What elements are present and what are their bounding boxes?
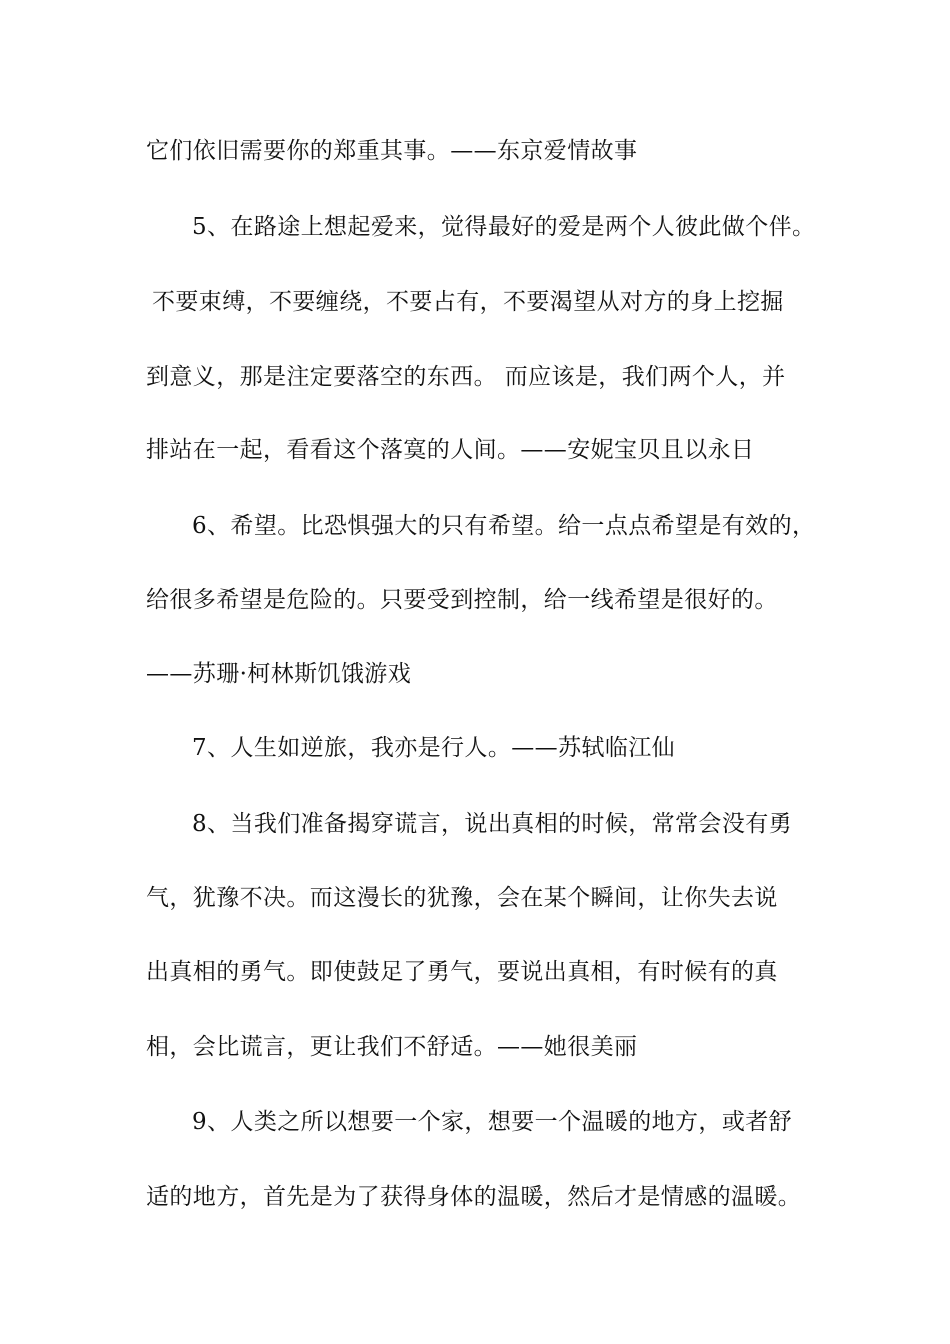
text-line: 5、在路途上想起爱来，觉得最好的爱是两个人彼此做个伴。 [192,214,816,240]
text-line: 气，犹豫不决。而这漫长的犹豫，会在某个瞬间，让你失去说 [146,885,778,911]
text-line: 8、当我们准备揭穿谎言，说出真相的时候，常常会没有勇 [192,811,793,837]
text-line: 排站在一起，看看这个落寞的人间。——安妮宝贝且以永日 [146,437,755,463]
text-line: 不要束缚，不要缠绕，不要占有，不要渴望从对方的身上挖掘 [152,289,784,315]
text-line: 到意义，那是注定要落空的东西。 而应该是，我们两个人，并 [146,364,786,390]
text-line: 它们依旧需要你的郑重其事。——东京爱情故事 [146,138,638,164]
text-line: 6、希望。比恐惧强大的只有希望。给一点点希望是有效的， [192,513,816,539]
text-line: 7、人生如逆旅，我亦是行人。——苏轼临江仙 [192,735,676,761]
text-line: 出真相的勇气。即使鼓足了勇气，要说出真相，有时候有的真 [146,959,778,985]
text-line: 9、人类之所以想要一个家，想要一个温暖的地方，或者舒 [192,1109,793,1135]
text-line: ——苏珊·柯林斯饥饿游戏 [146,661,412,687]
text-line: 给很多希望是危险的。只要受到控制，给一线希望是很好的。 [146,587,778,613]
text-line: 相，会比谎言，更让我们不舒适。——她很美丽 [146,1034,638,1060]
text-line: 适的地方，首先是为了获得身体的温暖，然后才是情感的温暖。 [146,1184,802,1210]
